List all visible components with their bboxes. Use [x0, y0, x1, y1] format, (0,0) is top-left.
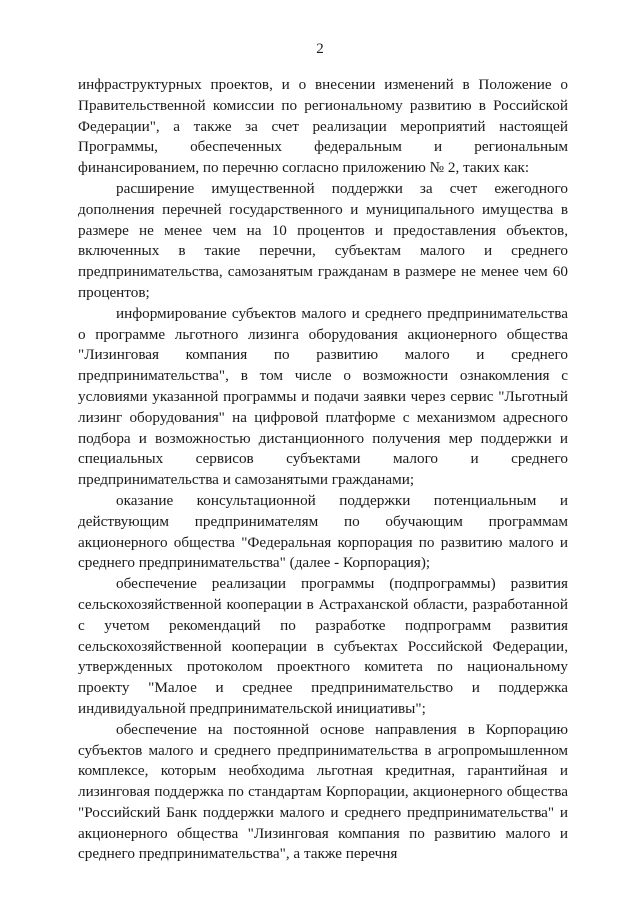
document-body [78, 75, 568, 865]
paragraph: расширение имущественной поддержки за счет ежегодного дополнения перечней государственного и муниципального имущества в размере не менее чем на 10 процентов и предоставления объектов, включенных в такие перечни, субъектам малого и среднего предпринимательства, самозанятым гражданам в размере не менее чем 60 процентов; [78, 179, 568, 301]
paragraph: обеспечение на постоянной основе направления в Корпорацию субъектов малого и среднего предпринимательства в агропромышленном комплексе, которым необходима льготная кредитная, гарантийная и лизинговая поддержка по стандартам Корпорации, акционерного общества "Российский Банк поддержки малого и среднего предпринимательства" и акционерного общества "Лизинговая компания по развитию малого и среднего предпринимательства", а также перечня [78, 720, 568, 863]
page-number: 2 [316, 41, 324, 57]
paragraph: информирование субъектов малого и среднего предпринимательства о программе льготного лизинга оборудования акционерного общества "Лизинговая компания по развитию малого и среднего предпринимательства", в том числе о возможности ознакомления с условиями указанной программы и подачи заявки через сервис "Льготный лизинг оборудования" на цифровой платформе с механизмом адресного подбора и возможностью дистанционного получения мер поддержки и специальных сервисов субъектами малого и среднего предпринимательства и самозанятыми гражданами; [78, 304, 568, 489]
paragraph: оказание консультационной поддержки потенциальным и действующим предпринимателям по обучающим программам акционерного общества "Федеральная корпорация по развитию малого и среднего предпринимательства" (далее - Корпорация); [78, 491, 568, 572]
paragraph: обеспечение реализации программы (подпрограммы) развития сельскохозяйственной кооперации в Астраханской области, разработанной с учетом рекомендаций по разработке подпрограмм развития сельскохозяйственной кооперации в субъектах Российской Федерации, утвержденных протоколом проектного комитета по национальному проекту "Малое и среднее предпринимательство и поддержка индивидуальной предпринимательской инициативы"; [78, 575, 568, 717]
paragraph: инфраструктурных проектов, и о внесении изменений в Положение о Правительственной комиссии по региональному развитию в Российской Федерации", а также за счет реализации мероприятий настоящей Программы, обеспеченных федеральным и региональным финансированием, по перечню согласно приложению № 2, таких как: [78, 76, 568, 177]
